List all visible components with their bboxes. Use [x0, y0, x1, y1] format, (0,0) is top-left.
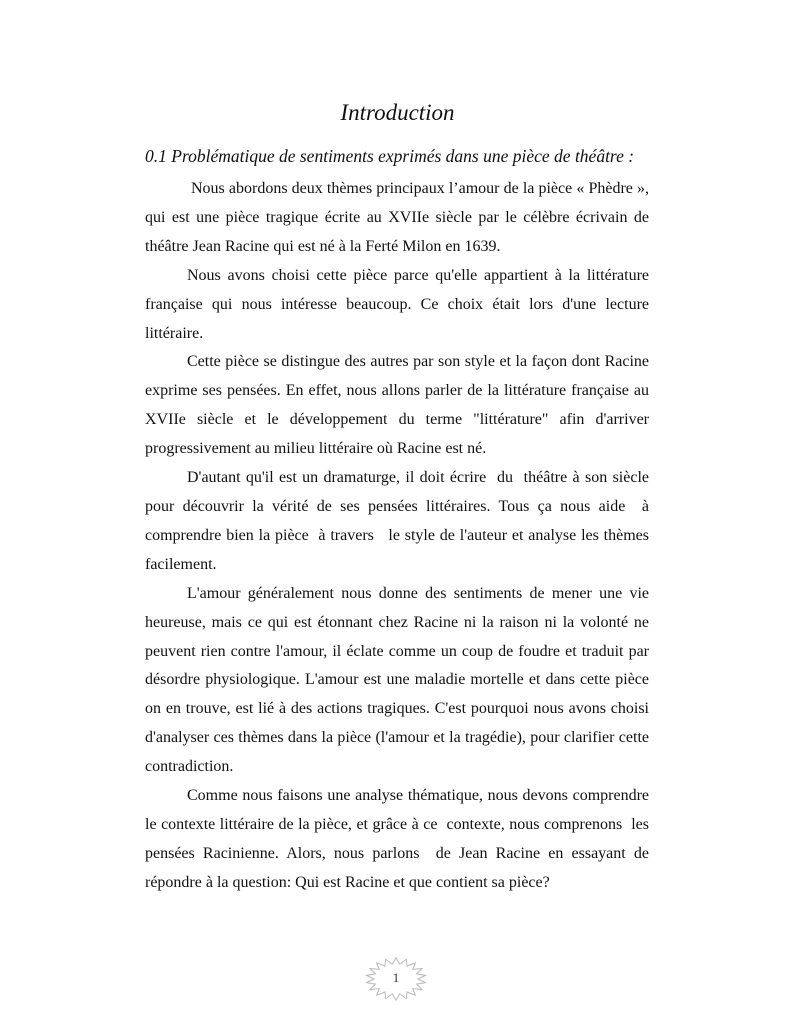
page-number: 1 — [392, 970, 400, 985]
paragraph: Cette pièce se distingue des autres par son style et la façon dont Racine exprime ses pensées. En effet, nous allons parler de la littérature française au XVIIe siècle et le développement du terme "littérature" afin d'arriver progressivement au milieu littéraire où Racine est né. — [145, 353, 653, 458]
paragraph: L'amour généralement nous donne des sentiments de mener une vie heureuse, mais ce qui est étonnant chez Racine ni la raison ni la volonté ne peuvent rien contre l'amour, il éclate comme un coup de foudre et traduit par désordre physiologique. L'amour est une maladie mortelle et dans cette pièce on en trouve, est lié à des actions tragiques. C'est pourquoi nous avons choisi d'analyser ces thèmes dans la pièce (l'amour et la tragédie), pour clarifier cette contradiction. — [145, 584, 653, 776]
page-number-badge — [364, 956, 428, 1002]
section-heading: 0.1 Problématique de sentiments exprimés dans une pièce de théâtre : — [145, 146, 635, 166]
paragraph: Comme nous faisons une analyse thématique, nous devons comprendre le contexte littéraire de la pièce, et grâce à ce contexte, nous comprenons les pensées Racinienne. Alors, nous parlons de Jean Racine en essayant de répondre à la question: Qui est Racine et que contient sa pièce? — [145, 787, 653, 891]
paragraph: Nous abordons deux thèmes principaux l’amour de la pièce « Phèdre », qui est une pièce tragique écrite au XVIIe siècle par le célèbre écrivain de théâtre Jean Racine qui est né à la Ferté Milon en 1639. — [145, 180, 653, 255]
paragraph: Nous avons choisi cette pièce parce qu'elle appartient à la littérature française qui nous intéresse beaucoup. Ce choix était lors d'une lecture littéraire. — [145, 266, 653, 342]
body-text — [145, 175, 657, 898]
paragraph: D'autant qu'il est un dramaturge, il doit écrire du théâtre à son siècle pour découvrir la vérité de ses pensées littéraires. Tous ça nous aide à comprendre bien la pièce à travers le style de l'auteur et analyse les thèmes facilement. — [145, 469, 657, 573]
page-title: Introduction — [340, 100, 455, 125]
